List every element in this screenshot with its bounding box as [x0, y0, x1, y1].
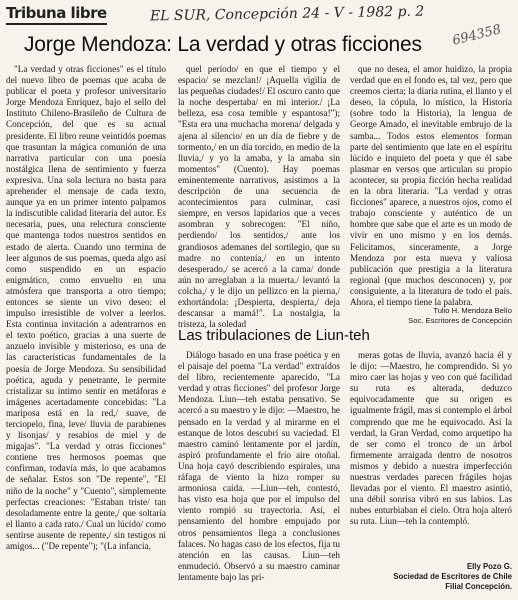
- author-organization-branch: Filial Concepción.: [445, 581, 512, 591]
- article-text: quel período/ en que el tiempo y el espacio/ se mezclan!/ ¡Aquella vigilia de las pequeñas ciudades!/ El oscuro canto que la noche despertaba/ en mi interior./ ¡La belleza, esa cosa temible y espantosa!"); "Esta era una muchacha morena/ delgada y ajena al silencio/ en un día de fiebre y de tormento,/ en un día torcido, en medio de la lluvia,/ y yo la amaba, y la amaba sin momentos" (Cuento). Hay poemas eminentemente narrativos, asistimos a la descripción de una secuencia de acontecimientos para culminar, casi siempre, en versos lapidarios que a veces asombran y sobrecogen: "El niño, perdiendo/ los sentidos,/ ante los grandiosos ademanes del sortilegio, que su madre no contenía,/ en un intento desesperado,/ se acercó a la cama/ donde aún no arreglaban a la muerta./ levantó la colcha,/ y le dijo un pellizco en la pierna,/ exhortándola: ¡Despierta, despierta,/ deja descansar a mamá!". La nostalgia, la tristeza, la soledad: [178, 64, 340, 330]
- author-name: Tulio H. Mendoza Belío: [433, 306, 512, 315]
- article-text: que no desea, el amor huidizo, la propia verdad que en el fondo es, tal vez, pero que creemos cierta; la diaria rutina, el llanto y el deseo, la cópula, lo místico, la Historia (sobre todo la Historia), la lengua de George Amado, el inevitable embrujo de la samba... Todos estos elementos forman parte del sentimiento que late en el espíritu lúcido e inquieto del poeta y que él sabe plasmar en versos que articulan su propio acontecer, su propia ficción hecha realidad en la obra literaria. "La verdad y otras ficciones" aparece, a nuestros ojos, como el trabajo consciente y auténtico de un hombre que sabe que el arte es un modo de vivir en uno mismo y en los demás. Felicitamos, sinceramente, a Jorge Mendoza por esta nueva y valiosa publicación que prestigia a la literatura regional (que muchos desconocen) y, por consiguiente, a la literatura de todo el país. Ahora, el tiempo tiene la palabra.: [350, 64, 512, 307]
- author-organization: Sociedad de Escritores de Chile: [393, 571, 512, 581]
- article2-column-2: [350, 350, 512, 555]
- handwritten-source-date: EL SUR, Concepción 24 - V - 1982 p. 2: [149, 3, 425, 25]
- article-text: "La verdad y otras ficciones" es el título del nuevo libro de poemas que acaba de publicar el poeta y profesor universitario Jorge Mendoza Enríquez, bajo el sello del Instituto Chileno-Brasileño de Cultura de Concepción, del que es su actual presidente. El libro reune veintidós poemas que trasuntan la mágica comunión de una narrativa particular con una poesía nostálgica llena de sentimiento y fuerza expresiva. Una sola lectura no basta para aprehender el mensaje de cada texto, aunque ya en un primer intento palpamos la indiscutible calidad literaria del autor. Es necesaria, pues, una relectura consciente que mantenga todos nuestros sentidos en estado de alerta. Cuando uno termina de leer algunos de sus poemas, queda algo así como suspendido en un espacio enigmático, como envuelto en una atmósfera que transporta a otro tiempo; entonces se siente un vivo deseo: el impulso irresistible de volver a leerlos. Esta continua invitación a adentrarnos en el texto poético, gracias a una suerte de anzuelo invisible y misterioso, es una de las características fundamentales de la poesía de Jorge Mendoza. Su sensibilidad poética, aguda y penetrante, le permite cristalizar su íntimo sentir en metáforas e imágenes acertadamente concebidas: "La mariposa está en la red,/ suave, de terciopelo, fina, leve/ lluvia de parabienes y lisonjas/ y resabios de miel y de migajas". "La verdad y otras ficciones" contiene tres hermosos poemas que confirman, todavía más, lo que acabamos de señalar. Estos son "De repente", "El niño de la noche" y "Cuento", simplemente perfectas creaciones: "Estaban triste/ tan desoladamente entre la gente,/ que soltaría el llanto a cada rato./ Cual un lúcido/ como sentirse ausente de repente,/ sin testigos ni amigos... ("De repente"); "(La infancia,: [6, 64, 166, 552]
- article-column-3: [350, 64, 512, 320]
- handwritten-catalog-number: 694358: [451, 22, 504, 49]
- author-name: Elly Pozo G.: [466, 562, 512, 571]
- article-text: Diálogo basado en una frase poética y en el paisaje del poema "La verdad" extraídos del libro, recientemente aparecido, "La verdad y otras ficciones" del profesor Jorge Mendoza. Liun—teh estaba pensativo. Se acercó a su maestro y le dijo: —Maestro, he pensado en la verdad y al mirarme en el estanque de lotos descubrí su vaciedad. El maestro caminó lentamente por el jardín, aspiró profundamente el frío aire otoñal. Una hoja cayó describiendo espirales, una ráfaga de viento la hizo romper su armoniosa caída. —Liun—teh, contestó, has visto esa hoja que por el impulso del viento rompió su trayectoria. Así, el pensamiento del hombre empujado por otros pensamientos llega a conclusiones falaces. No hagas caso de los efectos, fija tu atención en las causas. Liun—teh enmudeció. Observó a su maestro caminar lentamente bajo las pri-: [178, 350, 340, 582]
- article-subheadline: Las tribulaciones de Liun-teh: [178, 327, 370, 344]
- article2-column-1: [178, 350, 340, 600]
- author-signature: [350, 562, 512, 591]
- section-rubric: Tribuna libre: [6, 4, 107, 25]
- article-text: meras gotas de lluvia, avanzó hacia él y le dijo: —Maestro, he comprendido. Si yo miro caer las hojas y veo con qué facilidad su ruta es alterada, deduzco equivocadamente que su origen es igualmente frágil, mas si contemplo el árbol comprendo que me he equivocado. Así la verdad, la Gran Verdad, como arquetipo ha de ser como el tronco de un árbol firmemente arraigada dentro de nosotros mismos y debido a nuestra imperfección nuestras verdades parecen frágiles hojas llevadas por el viento. El maestro asintió, una débil sonrisa vibró en sus labios. Las nubes enturbiaban el cielo. Otra hoja alteró su ruta. Liun—teh la contempló.: [350, 350, 512, 527]
- author-signature: [350, 306, 512, 326]
- article-column-1: [6, 64, 166, 600]
- article-headline: Jorge Mendoza: La verdad y otras ficciones: [24, 33, 422, 56]
- author-organization: Soc. Escritores de Concepción: [408, 316, 512, 325]
- article-column-2: [178, 64, 340, 334]
